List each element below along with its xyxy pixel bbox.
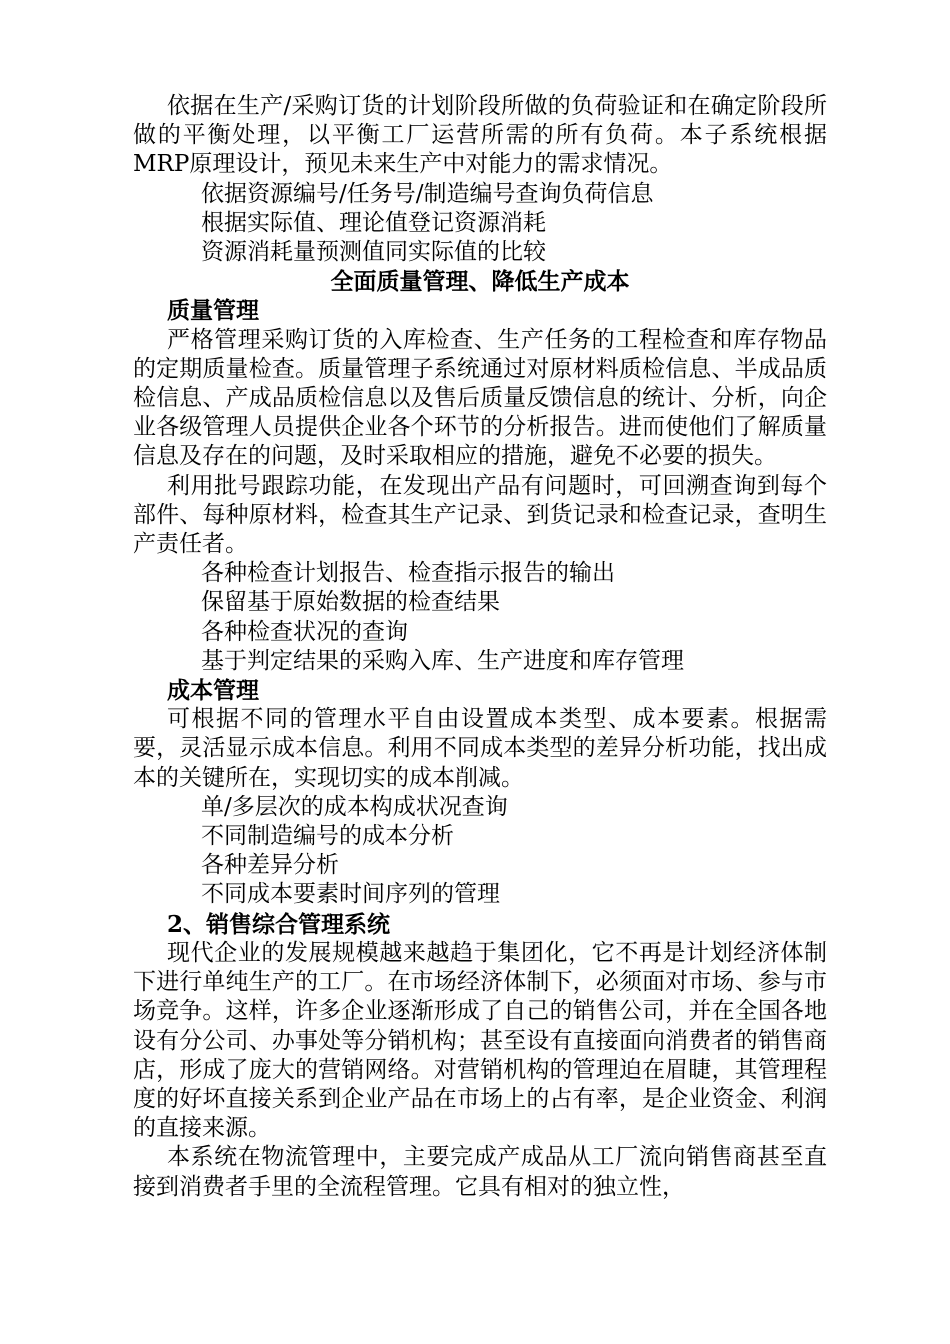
paragraph-quality: 严格管理采购订货的入库检查、生产任务的工程检查和库存物品的定期质量检查。质量管理子系统通过对原材料质检信息、半成品质检信息、产成品质检信息以及售后质量反馈信息的统计、分析，向企业各级管理人员提供企业各个环节的分析报告。进而使他们了解质量信息及存在的问题，及时采取相应的措施，避免不必要的损失。 — [133, 326, 827, 470]
list-item: 各种检查计划报告、检查指示报告的输出 — [201, 560, 615, 587]
subheading-quality: 质量管理 — [167, 297, 259, 325]
section-title: 全面质量管理、降低生产成本 — [330, 268, 630, 296]
list-item: 资源消耗量预测值同实际值的比较 — [201, 239, 546, 266]
list-item: 根据实际值、理论值登记资源消耗 — [201, 209, 546, 236]
list-item: 各种差异分析 — [201, 852, 339, 879]
document-page — [133, 92, 827, 1202]
list-item: 不同制造编号的成本分析 — [201, 823, 454, 850]
paragraph-load-balancing: 依据在生产/采购订货的计划阶段所做的负荷验证和在确定阶段所做的平衡处理，以平衡工厂运营所需的所有负荷。本子系统根据MRP原理设计，预见未来生产中对能力的需求情况。 — [133, 93, 827, 178]
list-item: 基于判定结果的采购入库、生产进度和库存管理 — [201, 647, 684, 674]
list-item: 保留基于原始数据的检查结果 — [201, 589, 500, 616]
paragraph-batch-tracking: 利用批号跟踪功能，在发现出产品有问题时，可回溯查询到每个部件、每种原材料，检查其生产记录、到货记录和检查记录，查明生产责任者。 — [133, 472, 827, 558]
subheading-sales-system: 2、销售综合管理系统 — [167, 910, 391, 938]
subheading-cost: 成本管理 — [167, 677, 259, 705]
list-item: 各种检查状况的查询 — [201, 618, 408, 645]
paragraph-logistics: 本系统在物流管理中，主要完成产成品从工厂流向销售商甚至直接到消费者手里的全流程管理。它具有相对的独立性， — [133, 1144, 827, 1200]
paragraph-sales: 现代企业的发展规模越来越趋于集团化，它不再是计划经济体制下进行单纯生产的工厂。在市场经济体制下，必须面对市场、参与市场竞争。这样，许多企业逐渐形成了自己的销售公司，并在全国各地设有分公司、办事处等分销机构；甚至设有直接面向消费者的销售商店，形成了庞大的营销网络。对营销机构的管理迫在眉睫，其管理程度的好坏直接关系到企业产品在市场上的占有率，是企业资金、利润的直接来源。 — [133, 939, 827, 1142]
paragraph-cost: 可根据不同的管理水平自由设置成本类型、成本要素。根据需要，灵活显示成本信息。利用不同成本类型的差异分析功能，找出成本的关键所在，实现切实的成本削减。 — [133, 706, 827, 791]
list-item: 依据资源编号/任务号/制造编号查询负荷信息 — [201, 180, 654, 207]
list-item: 不同成本要素时间序列的管理 — [201, 881, 500, 908]
list-item: 单/多层次的成本构成状况查询 — [201, 793, 508, 820]
